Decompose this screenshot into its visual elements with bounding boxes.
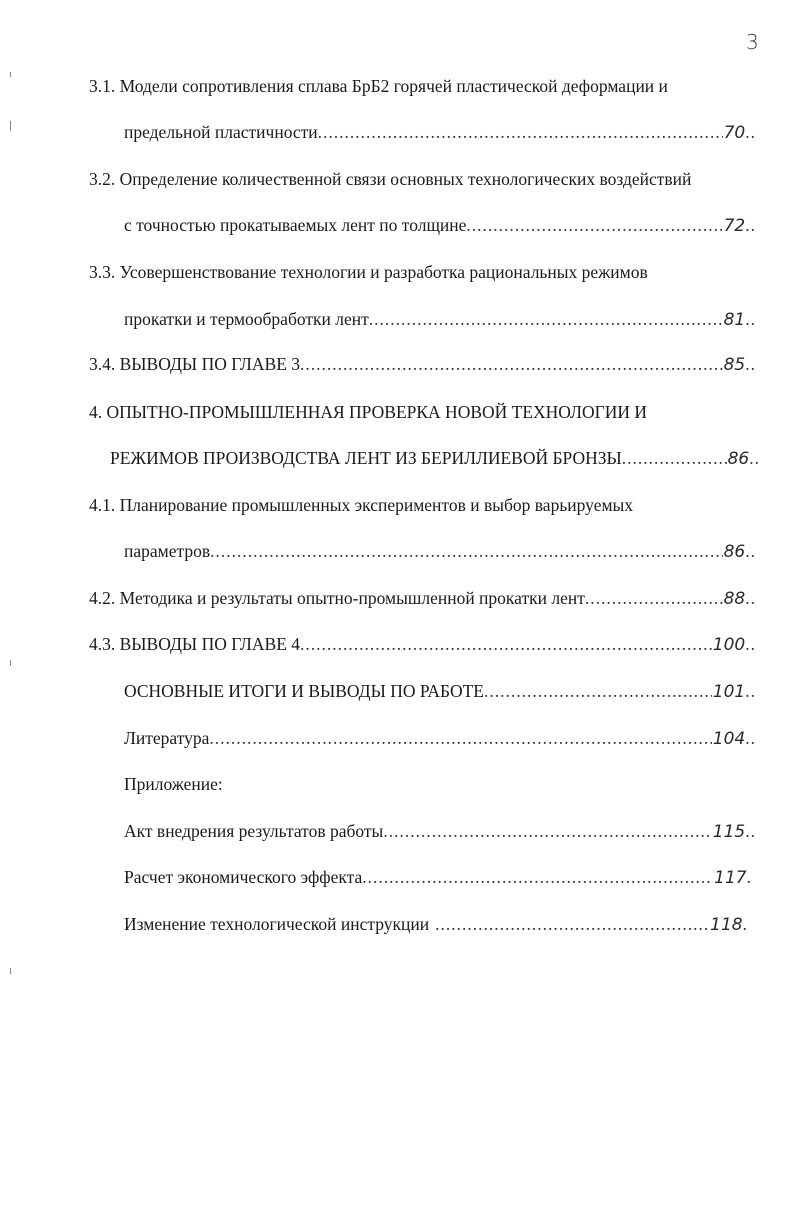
toc-entry-text: Литература [124,728,210,748]
toc-page-number: 101 [712,682,746,702]
toc-page-number: 85 [723,355,746,375]
toc-entry-text: ОСНОВНЫЕ ИТОГИ И ВЫВОДЫ ПО РАБОТЕ [124,681,484,701]
toc-entry-text: Изменение технологической инструкции [124,914,430,934]
leader-dots [300,632,712,656]
toc-entry-appendix-act[interactable]: Акт внедрения результатов работы ..... 115 .. [124,819,756,843]
toc-entry-appendix-economic[interactable]: Расчет экономического эффекта ..... 117 . [124,865,752,889]
toc-entry-3-2-continuation[interactable]: с точностью прокатываемых лент по толщине ..... 72 .. [124,213,756,237]
toc-entry-3-1-title: 3.1. Модели сопротивления сплава БрБ2 горячей пластической деформации и [89,76,668,96]
leader-dots [209,726,711,750]
toc-page-number: 72 [723,216,746,236]
toc-entry-text: Акт внедрения результатов работы [124,821,384,841]
toc-entry-4-1-title: 4.1. Планирование промышленных экспериментов и выбор варьируемых [89,495,634,515]
toc-page-number: 118 [710,915,743,935]
toc-appendix-heading: Приложение: [124,774,223,794]
toc-entry-literature[interactable]: Литература ..... 104 .. [124,726,756,750]
toc-page-number: 86 [723,542,746,562]
page-number: 3 [746,30,759,54]
toc-entry-3-2-title: 3.2. Определение количественной связи основных технологических воздействий [89,169,692,189]
toc-page-number: 104 [712,729,746,749]
leader-dots [318,120,723,144]
toc-entry-text: прокатки и термообработки лент [124,309,369,329]
toc-entry-3-4[interactable]: 3.4. ВЫВОДЫ ПО ГЛАВЕ 3 ..... 85 .. [89,352,756,376]
toc-page-number: 117 [714,868,747,888]
toc-page-number: 100 [712,635,746,655]
toc-page-number: 86 [727,449,750,469]
toc-page-number: 70 [723,123,746,143]
toc-page-number: 88 [723,589,746,609]
leader-dots [300,352,723,376]
toc-entry-text: параметров [124,541,211,561]
toc-entry-3-3-title: 3.3. Усовершенствование технологии и разработка рациональных режимов [89,262,648,282]
toc-entry-3-1-continuation[interactable]: предельной пластичности ..... 70 .. [124,120,756,144]
scan-mark [10,121,11,131]
toc-entry-text: Расчет экономического эффекта [124,867,363,887]
toc-entry-text: 3.4. ВЫВОДЫ ПО ГЛАВЕ 3 [89,354,301,374]
toc-entry-text: РЕЖИМОВ ПРОИЗВОДСТВА ЛЕНТ ИЗ БЕРИЛЛИЕВОЙ БРОНЗЫ [110,448,622,468]
toc-entry-conclusions[interactable]: ОСНОВНЫЕ ИТОГИ И ВЫВОДЫ ПО РАБОТЕ ..... 101 .. [124,679,756,703]
toc-entry-3-3-continuation[interactable]: прокатки и термообработки лент ..... 81 .. [124,307,756,331]
leader-dots [466,213,722,237]
toc-entry-4-continuation[interactable]: РЕЖИМОВ ПРОИЗВОДСТВА ЛЕНТ ИЗ БЕРИЛЛИЕВОЙ БРОНЗЫ ..... 86 .. [110,446,760,470]
toc-page-number: 81 [723,310,746,330]
toc-page-number: 115 [712,822,746,842]
leader-dots [362,865,713,889]
toc-entry-4-2[interactable]: 4.2. Методика и результаты опытно-промышленной прокатки лент ..... 88 .. [89,586,756,610]
toc-entry-4-3[interactable]: 4.3. ВЫВОДЫ ПО ГЛАВЕ 4 ..... 100 .. [89,632,756,656]
toc-entry-appendix-instruction[interactable]: Изменение технологической инструкции ..... 118 . [124,912,748,936]
leader-dots [383,819,711,843]
scan-mark [10,968,11,974]
leader-dots [622,446,727,470]
leader-dots [210,539,722,563]
scan-mark [10,72,11,77]
leader-dots [369,307,723,331]
leader-dots [585,586,723,610]
toc-entry-text: с точностью прокатываемых лент по толщине [124,215,467,235]
toc-entry-text: 4.3. ВЫВОДЫ ПО ГЛАВЕ 4 [89,634,301,654]
toc-entry-4-title: 4. ОПЫТНО-ПРОМЫШЛЕННАЯ ПРОВЕРКА НОВОЙ ТЕХНОЛОГИИ И [89,402,647,422]
toc-entry-4-1-continuation[interactable]: параметров ..... 86 .. [124,539,756,563]
toc-entry-text: 4.2. Методика и результаты опытно-промышленной прокатки лент [89,588,585,608]
leader-dots [435,912,709,936]
leader-dots [484,679,712,703]
toc-entry-text: предельной пластичности [124,122,318,142]
scan-mark [10,660,11,666]
